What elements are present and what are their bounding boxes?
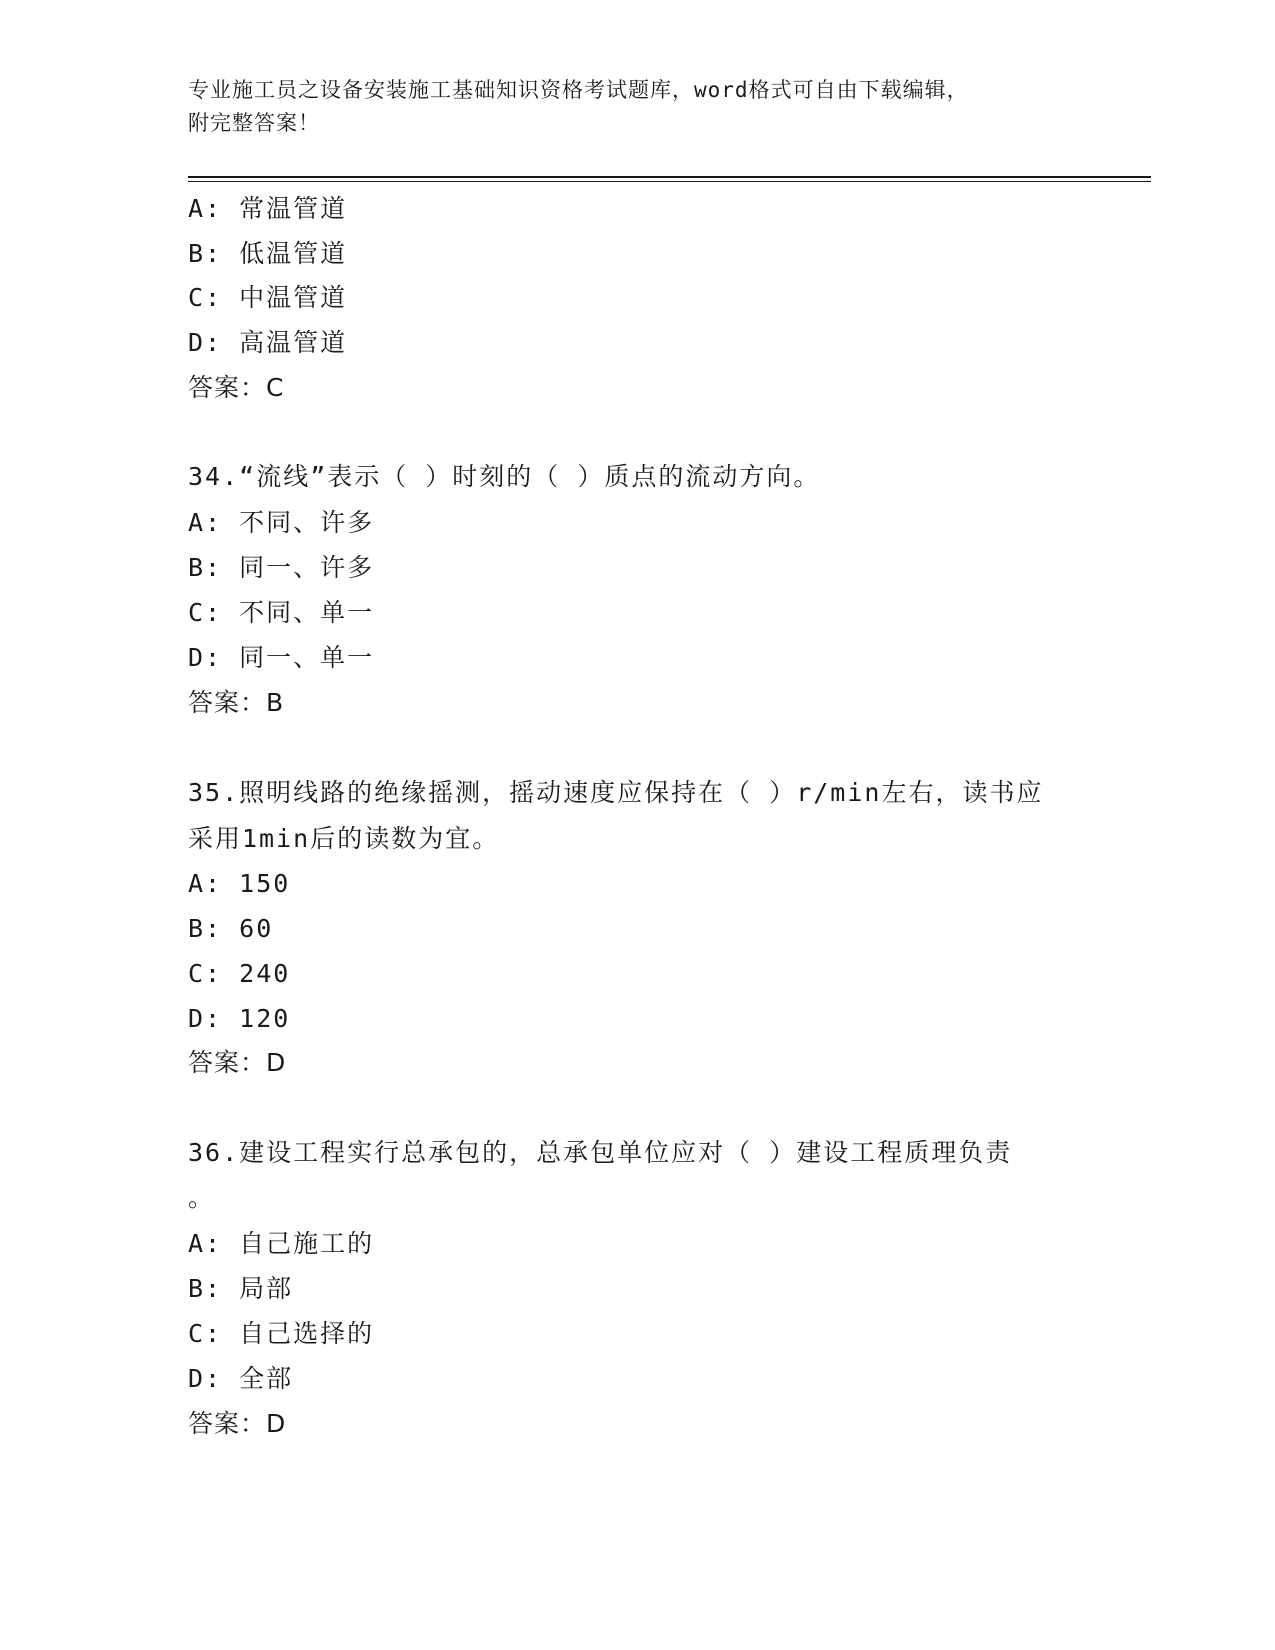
header-title-line-2: 附完整答案！ (188, 111, 320, 135)
header-divider-thin (188, 181, 1151, 182)
header-title-line-1: 专业施工员之设备安装施工基础知识资格考试题库，word格式可自由下载编辑， (188, 78, 969, 102)
q35-answer: 答案：D (188, 1048, 287, 1077)
q35-option-b: B: 60 (188, 914, 274, 943)
q33-option-d: D: 高温管道 (188, 328, 348, 357)
q34-option-b: B: 同一、许多 (188, 553, 375, 582)
q33-option-c: C: 中温管道 (188, 283, 348, 312)
q36-stem-line-2: 。 (188, 1183, 216, 1212)
q33-option-b: B: 低温管道 (188, 239, 348, 268)
q34-answer: 答案：B (188, 688, 285, 717)
q34-stem: 34.“流线”表示（ ）时刻的（ ）质点的流动方向。 (188, 462, 821, 491)
q35-option-d: D: 120 (188, 1004, 291, 1033)
q36-stem-line-1: 36.建设工程实行总承包的，总承包单位应对（ ）建设工程质理负责 (188, 1138, 1013, 1167)
q35-stem-line-2: 采用1min后的读数为宜。 (188, 824, 500, 853)
q36-option-d: D: 全部 (188, 1364, 294, 1393)
q35-option-a: A: 150 (188, 869, 291, 898)
q36-option-b: B: 局部 (188, 1274, 294, 1303)
document-header (188, 74, 1068, 140)
q34-option-d: D: 同一、单一 (188, 643, 375, 672)
q33-option-a: A: 常温管道 (188, 194, 348, 223)
q36-option-c: C: 自己选择的 (188, 1319, 375, 1348)
q33-answer: 答案：C (188, 373, 285, 402)
q35-option-c: C: 240 (188, 959, 291, 988)
q35-stem-line-1: 35.照明线路的绝缘摇测，摇动速度应保持在（ ）r/min左右，读书应 (188, 778, 1044, 807)
q36-answer: 答案：D (188, 1409, 287, 1438)
q34-option-c: C: 不同、单一 (188, 598, 375, 627)
q34-option-a: A: 不同、许多 (188, 508, 375, 537)
q36-option-a: A: 自己施工的 (188, 1229, 375, 1258)
header-divider-thick (188, 176, 1151, 178)
